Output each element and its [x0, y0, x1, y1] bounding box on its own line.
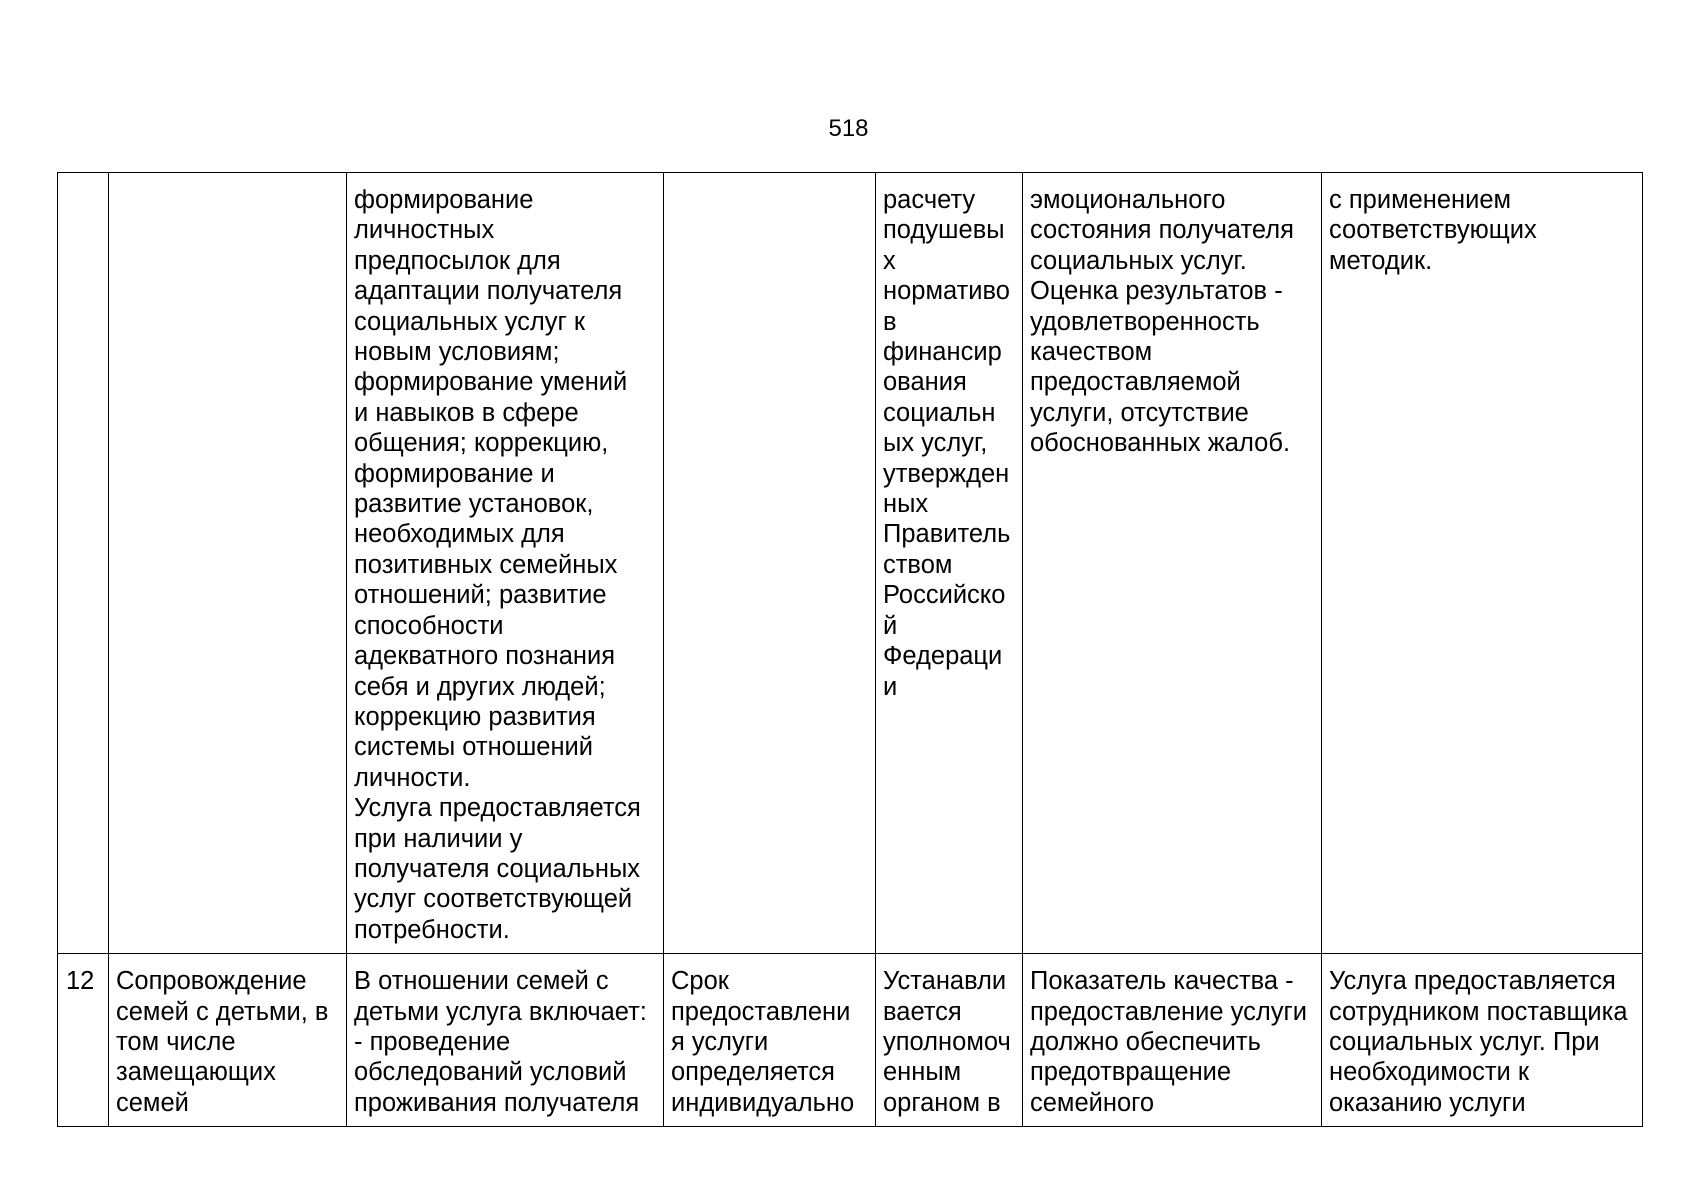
text-line: нормативо: [883, 277, 1010, 306]
text-line: семей с детьми, в: [116, 997, 329, 1026]
services-table: [57, 172, 1643, 1127]
text-line: эмоционального: [1030, 186, 1226, 214]
text-line: Федераци: [883, 642, 1003, 671]
cell-service-name: [109, 173, 347, 954]
text-line: услуги, отсутствие: [1030, 398, 1249, 427]
cell-service-name: [109, 954, 347, 1127]
cell-service-term: [664, 173, 876, 954]
text-line: соответствующих: [1329, 216, 1537, 245]
text-line: ования: [883, 368, 967, 397]
text-line: ством: [883, 550, 953, 579]
text-line: том числе: [116, 1027, 236, 1056]
text-line: оказанию услуги: [1329, 1088, 1526, 1117]
text-line: адаптации получателя: [354, 277, 623, 306]
cell-quality: [1023, 173, 1322, 954]
text-line: финансир: [883, 338, 1002, 367]
text-line: развитие установок,: [354, 490, 594, 519]
text-line: необходимости к: [1329, 1058, 1530, 1087]
text-line: предпосылок для: [354, 246, 561, 275]
text-line: детьми услуга включает:: [354, 997, 647, 1026]
text-line: й: [883, 611, 898, 640]
text-line: необходимых для: [354, 520, 565, 549]
text-line: уполномоч: [883, 1027, 1011, 1056]
text-line: адекватного познания: [354, 642, 616, 671]
text-line: обоснованных жалоб.: [1030, 429, 1291, 458]
text-line: Сопровождение: [116, 967, 307, 996]
table-row: [58, 954, 1643, 1127]
text-line: социальн: [883, 398, 996, 427]
text-line: подушевы: [883, 216, 1005, 245]
text-line: расчету: [883, 186, 976, 214]
text-line: коррекцию развития: [354, 702, 596, 731]
text-line: социальных услуг. При: [1329, 1027, 1600, 1056]
text-line: личностных: [354, 216, 495, 245]
text-line: себя и других людей;: [354, 672, 606, 701]
text-line: Правитель: [883, 520, 1011, 549]
cell-service-term: [664, 954, 876, 1127]
text-line: потребности.: [354, 915, 510, 944]
text-line: Оценка результатов -: [1030, 277, 1283, 306]
text-line: х: [883, 246, 896, 275]
text-line: формирование и: [354, 459, 555, 488]
text-line: способности: [354, 611, 504, 640]
text-line: Срок: [671, 967, 729, 996]
text-line: и: [883, 672, 898, 701]
text-line: услуг соответствующей: [354, 885, 633, 914]
text-line: и навыков в сфере: [354, 398, 579, 427]
text-line: Услуга предоставляется: [1329, 967, 1616, 996]
text-line: личности.: [354, 763, 471, 792]
text-line: сотрудником поставщика: [1329, 997, 1628, 1026]
text-line: - проведение: [354, 1027, 511, 1056]
text-line: я услуги: [671, 1027, 769, 1056]
text-line: в: [883, 307, 897, 336]
text-line: вается: [883, 997, 962, 1026]
text-line: утвержден: [883, 459, 1010, 488]
text-line: состояния получателя: [1030, 216, 1294, 245]
text-line: предоставляемой: [1030, 368, 1241, 397]
cell-funding: [876, 173, 1023, 954]
text-line: новым условиям;: [354, 338, 560, 367]
cell-conditions: [1322, 954, 1643, 1127]
text-line: при наличии у: [354, 824, 523, 853]
text-line: формирование: [354, 186, 534, 214]
cell-quality: [1023, 954, 1322, 1127]
text-line: позитивных семейных: [354, 550, 618, 579]
cell-number: [58, 173, 109, 954]
text-line: семей: [116, 1088, 189, 1117]
text-line: предоставление услуги: [1030, 997, 1308, 1026]
cell-number: 12: [58, 954, 109, 1127]
text-line: системы отношений: [354, 733, 594, 762]
cell-service-content: [347, 173, 664, 954]
text-line: предотвращение: [1030, 1058, 1232, 1087]
text-line: качеством: [1030, 338, 1153, 367]
text-line: должно обеспечить: [1030, 1027, 1261, 1056]
page-number: 518: [828, 115, 869, 142]
text-line: Показатель качества -: [1030, 967, 1294, 996]
text-line: предоставлени: [671, 997, 851, 1026]
table-row: [58, 173, 1643, 954]
text-line: определяется: [671, 1058, 835, 1087]
cell-service-content: [347, 954, 664, 1127]
text-line: Устанавли: [883, 967, 1007, 996]
text-line: индивидуально: [671, 1088, 855, 1117]
text-line: Услуга предоставляется: [354, 794, 641, 823]
text-line: формирование умений: [354, 368, 628, 397]
text-line: ых услуг,: [883, 429, 988, 458]
text-line: общения; коррекцию,: [354, 429, 609, 458]
cell-conditions: [1322, 173, 1643, 954]
text-line: методик.: [1329, 246, 1433, 275]
text-line: социальных услуг к: [354, 307, 586, 336]
cell-funding: [876, 954, 1023, 1127]
text-line: ных: [883, 490, 929, 519]
text-line: обследований условий: [354, 1058, 627, 1087]
text-line: енным: [883, 1058, 962, 1087]
text-line: семейного: [1030, 1088, 1155, 1117]
text-line: проживания получателя: [354, 1088, 640, 1117]
text-line: замещающих: [116, 1058, 276, 1087]
text-line: отношений; развитие: [354, 581, 607, 610]
text-line: Российско: [883, 581, 1006, 610]
text-line: органом в: [883, 1088, 1001, 1117]
text-line: получателя социальных: [354, 854, 641, 883]
text-line: удовлетворенность: [1030, 307, 1260, 336]
text-line: с применением: [1329, 186, 1512, 214]
text-line: В отношении семей с: [354, 967, 609, 996]
text-line: социальных услуг.: [1030, 246, 1247, 275]
